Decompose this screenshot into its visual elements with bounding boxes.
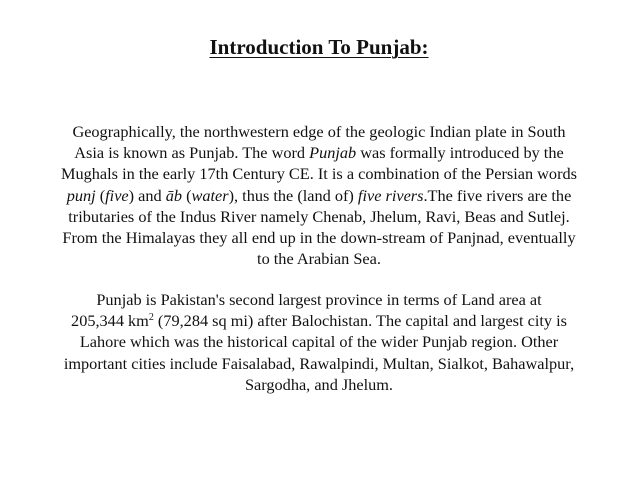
paragraph-line: Asia is known as Punjab. The word Punjab was formally introduced by the	[74, 143, 564, 163]
paragraph-line: tributaries of the Indus River namely Chenab, Jhelum, Ravi, Beas and Sutlej.	[68, 206, 570, 226]
italic-term: āb	[165, 185, 183, 205]
paragraph-line: Sargodha, and Jhelum.	[244, 374, 394, 394]
slide-title	[0, 34, 638, 60]
paragraph-province	[30, 289, 608, 395]
italic-term: water	[191, 185, 229, 205]
italic-term: five rivers	[357, 185, 424, 205]
superscript: 2	[148, 312, 154, 324]
paragraph-line: Lahore which was the historical capital of the wider Punjab region. Other	[79, 332, 559, 352]
paragraph-line: punj (five) and āb (water), thus the (land of) five rivers.The five rivers are the	[66, 185, 572, 205]
paragraph-line: important cities include Faisalabad, Rawalpindi, Multan, Sialkot, Bahawalpur,	[63, 353, 575, 373]
paragraph-line: Mughals in the early 17th Century CE. It is a combination of the Persian words	[61, 164, 577, 184]
paragraph-line: 205,344 $km^2$ (79,284 sq mi) after Balochistan. The capital and largest city is	[71, 311, 567, 331]
italic-term: five	[105, 185, 129, 205]
italic-term: punj	[66, 185, 96, 205]
paragraph-line: From the Himalayas they all end up in the down-stream of Panjnad, eventually	[62, 228, 576, 248]
paragraph-line: to the Arabian Sea.	[257, 249, 381, 269]
paragraph-line: Geographically, the northwestern edge of the geologic Indian plate in South	[72, 122, 566, 141]
paragraph-line: Punjab is Pakistan's second largest province in terms of Land area at	[96, 290, 542, 309]
slide-title-text: Introduction To Punjab:	[209, 35, 429, 59]
italic-term: Punjab	[309, 143, 357, 163]
paragraph-geography	[30, 121, 608, 269]
